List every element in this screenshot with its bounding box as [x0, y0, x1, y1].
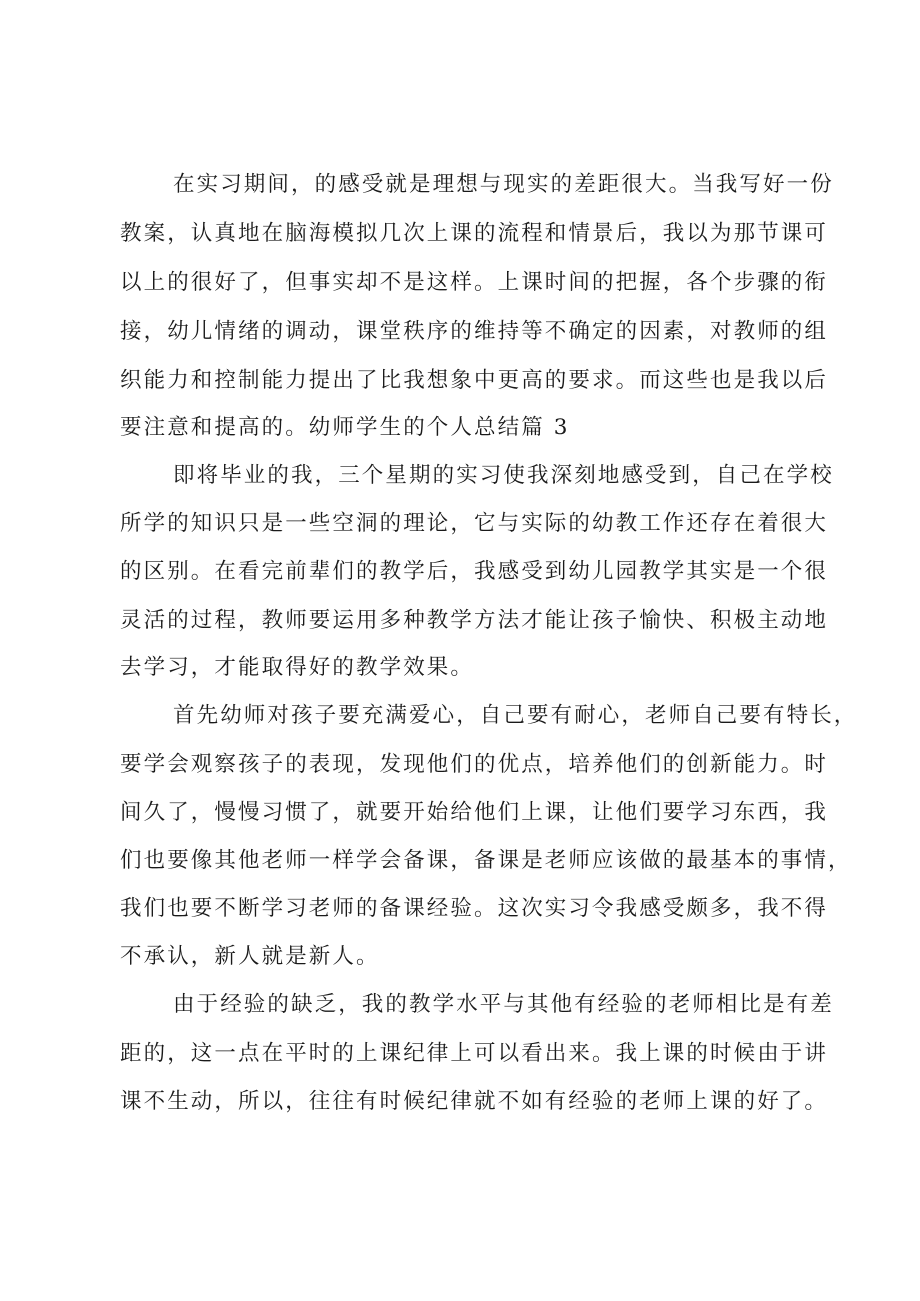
paragraph-2-line-4: 灵活的过程，教师要运用多种教学方法才能让孩子愉快、积极主动地 — [120, 608, 829, 633]
paragraph-3-line-6: 不承认，新人就是新人。 — [120, 944, 380, 969]
paragraph-4-line-1: 由于经验的缺乏，我的教学水平与其他有经验的老师相比是有差 — [173, 992, 834, 1017]
paragraph-3-line-1: 首先幼师对孩子要充满爱心，自己要有耐心，老师自己要有特长， — [173, 703, 858, 728]
paragraph-4-line-3: 课不生动，所以，往往有时候纪律就不如有经验的老师上课的好了。 — [120, 1089, 829, 1114]
paragraph-1-line-3: 以上的很好了，但事实却不是这样。上课时间的把握，各个步骤的衔 — [120, 270, 829, 295]
paragraph-4-line-2: 距的，这一点在平时的上课纪律上可以看出来。我上课的时候由于讲 — [120, 1041, 829, 1066]
paragraph-2-line-3: 的区别。在看完前辈们的教学后，我感受到幼儿园教学其实是一个很 — [120, 559, 829, 584]
paragraph-2-line-5: 去学习，才能取得好的教学效果。 — [120, 655, 475, 680]
paragraph-1-line-5: 织能力和控制能力提出了比我想象中更高的要求。而这些也是我以后 — [120, 368, 829, 393]
paragraph-3-line-2: 要学会观察孩子的表现，发现他们的优点，培养他们的创新能力。时 — [120, 752, 829, 777]
paragraph-2-line-1: 即将毕业的我，三个星期的实习使我深刻地感受到，自己在学校 — [173, 463, 834, 488]
paragraph-1-line-1: 在实习期间，的感受就是理想与现实的差距很大。当我写好一份 — [173, 172, 834, 197]
paragraph-3-line-3: 间久了，慢慢习惯了，就要开始给他们上课，让他们要学习东西，我 — [120, 800, 829, 825]
paragraph-1-line-6: 要注意和提高的。幼师学生的个人总结篇 3 — [120, 415, 570, 440]
paragraph-1-line-2: 教案，认真地在脑海模拟几次上课的流程和情景后，我以为那节课可 — [120, 221, 829, 246]
paragraph-3-line-4: 们也要像其他老师一样学会备课，备课是老师应该做的最基本的事情， — [120, 848, 852, 873]
paragraph-2-line-2: 所学的知识只是一些空洞的理论，它与实际的幼教工作还存在着很大 — [120, 511, 829, 536]
paragraph-3-line-5: 我们也要不断学习老师的备课经验。这次实习令我感受颇多，我不得 — [120, 896, 829, 921]
paragraph-1-line-4: 接，幼儿情绪的调动，课堂秩序的维持等不确定的因素，对教师的组 — [120, 319, 829, 344]
